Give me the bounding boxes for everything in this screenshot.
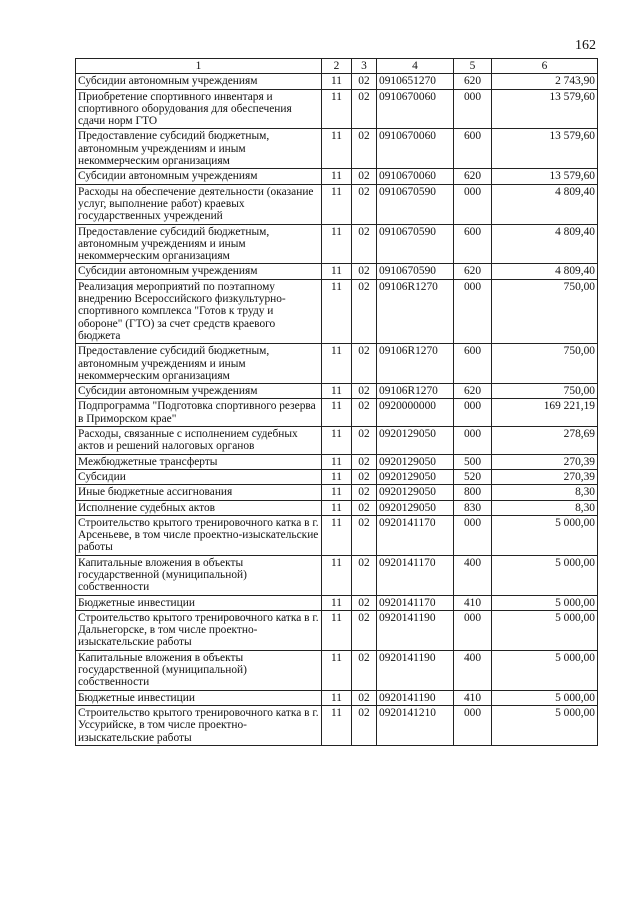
row-subsection: 02: [352, 650, 377, 690]
row-section: 11: [322, 469, 352, 484]
table-row: [76, 500, 598, 515]
row-expense-type: 000: [454, 610, 492, 650]
row-section: 11: [322, 224, 352, 264]
row-amount: 4 809,40: [492, 184, 598, 224]
row-target-code: 0910670590: [377, 264, 454, 279]
row-subsection: 02: [352, 264, 377, 279]
header-row: [76, 59, 598, 74]
row-target-code: 09106R1270: [377, 384, 454, 399]
row-expense-type: 830: [454, 500, 492, 515]
row-name: Субсидии автономным учреждениям: [76, 74, 322, 89]
row-expense-type: 500: [454, 454, 492, 469]
row-subsection: 02: [352, 344, 377, 384]
row-section: 11: [322, 264, 352, 279]
row-amount: 169 221,19: [492, 399, 598, 427]
header-col-3: 3: [352, 59, 377, 74]
row-amount: 8,30: [492, 485, 598, 500]
row-expense-type: 620: [454, 74, 492, 89]
table-row: [76, 129, 598, 169]
row-name: Расходы на обеспечение деятельности (оказание услуг, выполнение работ) краевых государственных учреждений: [76, 184, 322, 224]
table-row: [76, 610, 598, 650]
row-expense-type: 000: [454, 427, 492, 455]
row-expense-type: 000: [454, 89, 492, 129]
table-row: [76, 184, 598, 224]
row-section: 11: [322, 344, 352, 384]
row-name: Предоставление субсидий бюджетным, автономным учреждениям и иным некоммерческим организациям: [76, 129, 322, 169]
row-target-code: 0910670060: [377, 89, 454, 129]
row-expense-type: 000: [454, 705, 492, 745]
row-amount: 5 000,00: [492, 690, 598, 705]
row-amount: 5 000,00: [492, 705, 598, 745]
table-row: [76, 89, 598, 129]
header-col-6: 6: [492, 59, 598, 74]
row-expense-type: 400: [454, 650, 492, 690]
row-section: 11: [322, 279, 352, 343]
row-subsection: 02: [352, 500, 377, 515]
row-expense-type: 520: [454, 469, 492, 484]
row-target-code: 0910670060: [377, 129, 454, 169]
row-section: 11: [322, 650, 352, 690]
row-subsection: 02: [352, 610, 377, 650]
row-name: Строительство крытого тренировочного катка в г. Арсеньеве, в том числе проектно-изыскательские работы: [76, 515, 322, 555]
row-name: Иные бюджетные ассигнования: [76, 485, 322, 500]
row-subsection: 02: [352, 469, 377, 484]
row-subsection: 02: [352, 454, 377, 469]
row-name: Субсидии автономным учреждениям: [76, 384, 322, 399]
row-amount: 5 000,00: [492, 650, 598, 690]
row-target-code: 09106R1270: [377, 279, 454, 343]
row-target-code: 09106R1270: [377, 344, 454, 384]
row-amount: 8,30: [492, 500, 598, 515]
row-name: Капитальные вложения в объекты государственной (муниципальной) собственности: [76, 650, 322, 690]
row-target-code: 0920000000: [377, 399, 454, 427]
row-section: 11: [322, 89, 352, 129]
row-subsection: 02: [352, 515, 377, 555]
row-subsection: 02: [352, 89, 377, 129]
table-row: [76, 169, 598, 184]
row-target-code: 0920141190: [377, 650, 454, 690]
row-target-code: 0920129050: [377, 427, 454, 455]
row-subsection: 02: [352, 427, 377, 455]
table-row: [76, 279, 598, 343]
row-name: Бюджетные инвестиции: [76, 690, 322, 705]
row-expense-type: 620: [454, 384, 492, 399]
row-section: 11: [322, 485, 352, 500]
row-name: Расходы, связанные с исполнением судебных актов и решений налоговых органов: [76, 427, 322, 455]
row-section: 11: [322, 555, 352, 595]
table-row: [76, 454, 598, 469]
row-expense-type: 800: [454, 485, 492, 500]
table-row: [76, 469, 598, 484]
row-section: 11: [322, 384, 352, 399]
row-expense-type: 600: [454, 129, 492, 169]
table-row: [76, 427, 598, 455]
row-section: 11: [322, 595, 352, 610]
row-amount: 278,69: [492, 427, 598, 455]
row-target-code: 0920141210: [377, 705, 454, 745]
row-target-code: 0920141170: [377, 555, 454, 595]
row-name: Подпрограмма "Подготовка спортивного резерва в Приморском крае": [76, 399, 322, 427]
row-section: 11: [322, 515, 352, 555]
row-amount: 5 000,00: [492, 515, 598, 555]
row-name: Межбюджетные трансферты: [76, 454, 322, 469]
row-expense-type: 000: [454, 399, 492, 427]
table-body: [76, 74, 598, 746]
row-amount: 13 579,60: [492, 129, 598, 169]
row-amount: 13 579,60: [492, 89, 598, 129]
row-section: 11: [322, 184, 352, 224]
row-name: Предоставление субсидий бюджетным, автономным учреждениям и иным некоммерческим организациям: [76, 344, 322, 384]
table-row: [76, 650, 598, 690]
table-header: [76, 59, 598, 74]
row-amount: 750,00: [492, 384, 598, 399]
row-section: 11: [322, 705, 352, 745]
page-number: 162: [575, 38, 596, 53]
table-row: [76, 399, 598, 427]
row-subsection: 02: [352, 690, 377, 705]
row-subsection: 02: [352, 169, 377, 184]
row-name: Бюджетные инвестиции: [76, 595, 322, 610]
row-section: 11: [322, 74, 352, 89]
row-section: 11: [322, 427, 352, 455]
table-row: [76, 224, 598, 264]
row-expense-type: 620: [454, 169, 492, 184]
row-section: 11: [322, 129, 352, 169]
header-col-1: 1: [76, 59, 322, 74]
row-expense-type: 410: [454, 595, 492, 610]
row-target-code: 0920129050: [377, 500, 454, 515]
table-row: [76, 555, 598, 595]
row-amount: 4 809,40: [492, 264, 598, 279]
row-amount: 5 000,00: [492, 610, 598, 650]
row-name: Субсидии: [76, 469, 322, 484]
row-amount: 750,00: [492, 344, 598, 384]
header-col-5: 5: [454, 59, 492, 74]
row-subsection: 02: [352, 555, 377, 595]
row-target-code: 0920129050: [377, 485, 454, 500]
row-target-code: 0920141190: [377, 610, 454, 650]
row-target-code: 0920141170: [377, 595, 454, 610]
row-amount: 5 000,00: [492, 555, 598, 595]
row-subsection: 02: [352, 279, 377, 343]
row-subsection: 02: [352, 705, 377, 745]
row-target-code: 0910670060: [377, 169, 454, 184]
row-target-code: 0920129050: [377, 454, 454, 469]
row-expense-type: 620: [454, 264, 492, 279]
table-row: [76, 515, 598, 555]
row-amount: 4 809,40: [492, 224, 598, 264]
row-subsection: 02: [352, 74, 377, 89]
row-expense-type: 400: [454, 555, 492, 595]
row-section: 11: [322, 690, 352, 705]
table-row: [76, 74, 598, 89]
header-col-4: 4: [377, 59, 454, 74]
table-row: [76, 264, 598, 279]
row-amount: 270,39: [492, 469, 598, 484]
row-target-code: 0920141190: [377, 690, 454, 705]
table-row: [76, 485, 598, 500]
row-section: 11: [322, 610, 352, 650]
table-row: [76, 384, 598, 399]
row-subsection: 02: [352, 485, 377, 500]
table-row: [76, 705, 598, 745]
row-target-code: 0920141170: [377, 515, 454, 555]
row-section: 11: [322, 169, 352, 184]
row-amount: 750,00: [492, 279, 598, 343]
row-section: 11: [322, 399, 352, 427]
row-amount: 13 579,60: [492, 169, 598, 184]
row-section: 11: [322, 500, 352, 515]
row-target-code: 0910670590: [377, 224, 454, 264]
row-name: Строительство крытого тренировочного катка в г. Уссурийске, в том числе проектно-изыскательские работы: [76, 705, 322, 745]
row-expense-type: 600: [454, 344, 492, 384]
row-name: Субсидии автономным учреждениям: [76, 264, 322, 279]
table-row: [76, 344, 598, 384]
row-section: 11: [322, 454, 352, 469]
budget-table: [75, 58, 598, 746]
row-amount: 2 743,90: [492, 74, 598, 89]
row-name: Реализация мероприятий по поэтапному внедрению Всероссийского физкультурно-спортивного комплекса "Готов к труду и обороне" (ГТО) за счет средств краевого бюджета: [76, 279, 322, 343]
row-target-code: 0910670590: [377, 184, 454, 224]
row-expense-type: 000: [454, 184, 492, 224]
row-expense-type: 600: [454, 224, 492, 264]
table-row: [76, 690, 598, 705]
row-subsection: 02: [352, 595, 377, 610]
row-expense-type: 000: [454, 515, 492, 555]
row-expense-type: 000: [454, 279, 492, 343]
row-name: Капитальные вложения в объекты государственной (муниципальной) собственности: [76, 555, 322, 595]
row-name: Приобретение спортивного инвентаря и спортивного оборудования для обеспечения сдачи норм ГТО: [76, 89, 322, 129]
table-row: [76, 595, 598, 610]
header-col-2: 2: [322, 59, 352, 74]
row-amount: 270,39: [492, 454, 598, 469]
row-name: Исполнение судебных актов: [76, 500, 322, 515]
row-target-code: 0920129050: [377, 469, 454, 484]
row-target-code: 0910651270: [377, 74, 454, 89]
row-subsection: 02: [352, 399, 377, 427]
row-name: Предоставление субсидий бюджетным, автономным учреждениям и иным некоммерческим организациям: [76, 224, 322, 264]
row-name: Субсидии автономным учреждениям: [76, 169, 322, 184]
row-expense-type: 410: [454, 690, 492, 705]
row-subsection: 02: [352, 129, 377, 169]
row-subsection: 02: [352, 384, 377, 399]
row-subsection: 02: [352, 184, 377, 224]
row-name: Строительство крытого тренировочного катка в г. Дальнегорске, в том числе проектно-изыскательские работы: [76, 610, 322, 650]
row-subsection: 02: [352, 224, 377, 264]
row-amount: 5 000,00: [492, 595, 598, 610]
